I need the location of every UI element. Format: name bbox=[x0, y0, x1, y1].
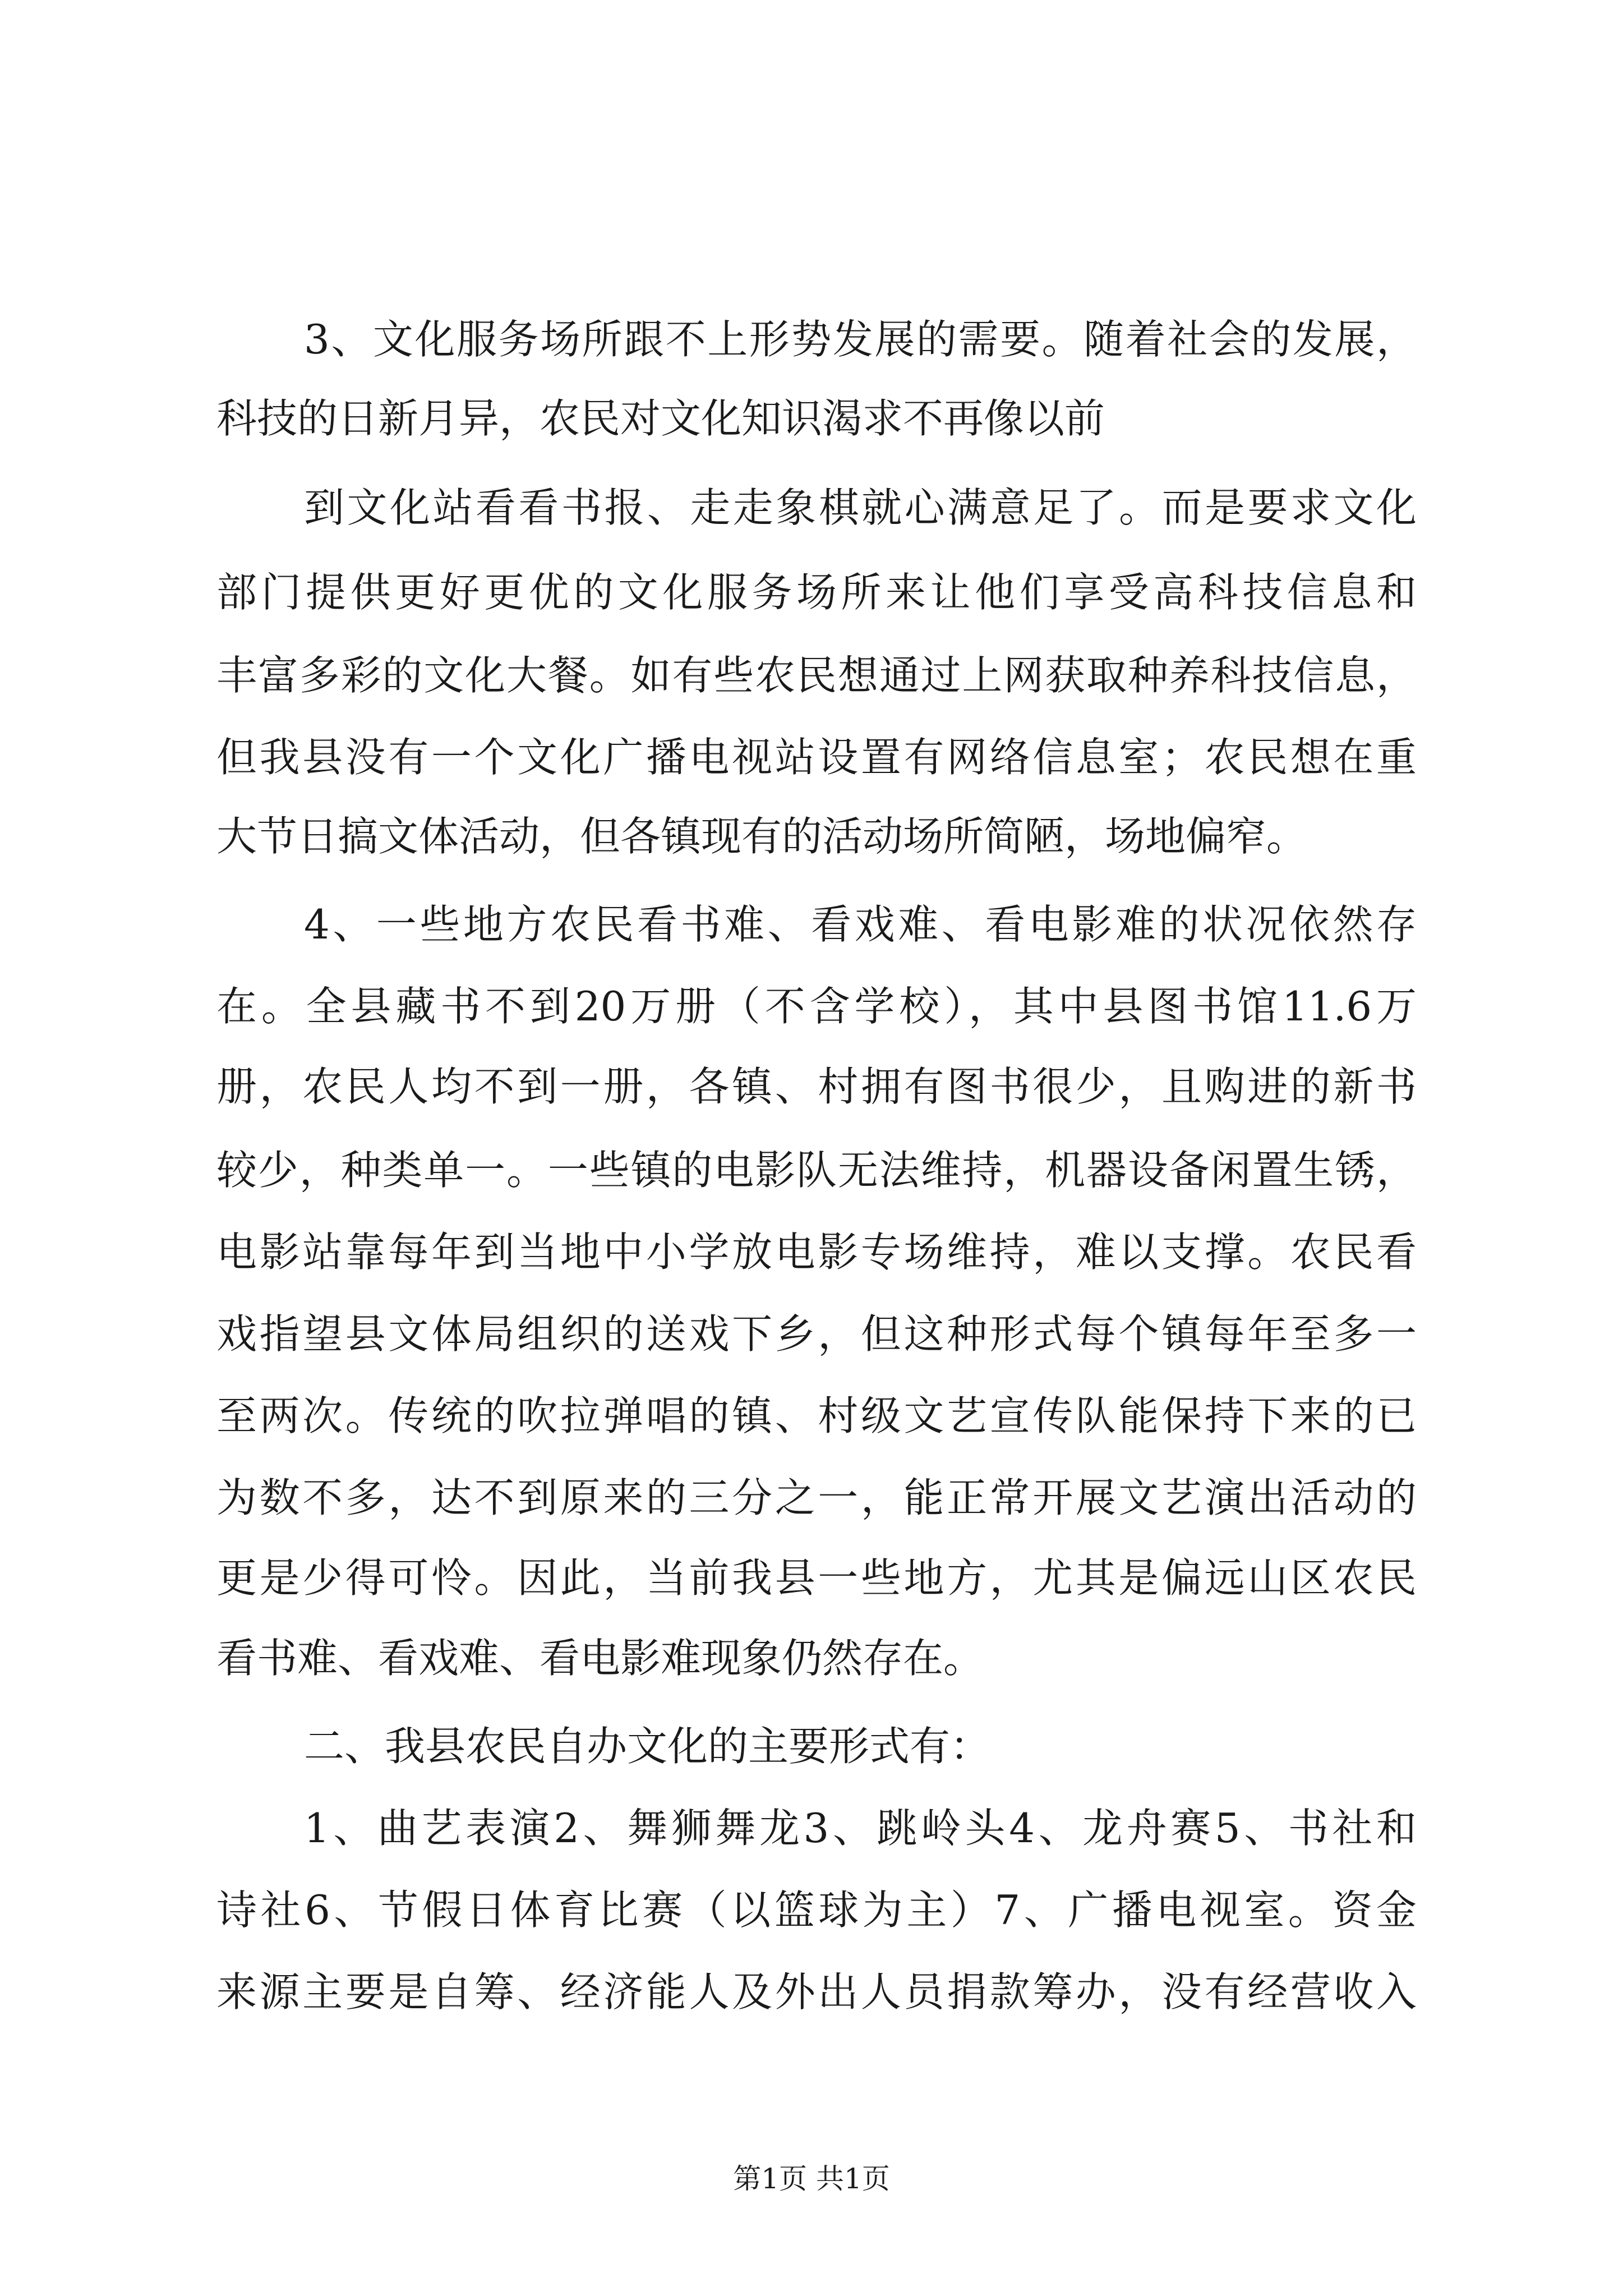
text-line: 丰富多彩的文化大餐。如有些农民想通过上网获取种养科技信息， bbox=[216, 652, 1417, 699]
text-line: 更是少得可怜。因此，当前我县一些地方，尤其是偏远山区农民 bbox=[216, 1554, 1417, 1602]
text-line: 来源主要是自筹、经济能人及外出人员捐款筹办，没有经营收入 bbox=[216, 1968, 1417, 2016]
text-line: 科技的日新月异，农民对文化知识渴求不再像以前 bbox=[216, 395, 1105, 442]
text-line: 为数不多，达不到原来的三分之一，能正常开展文艺演出活动的 bbox=[216, 1474, 1417, 1521]
text-line: 看书难、看戏难、看电影难现象仍然存在。 bbox=[216, 1635, 984, 1682]
section-heading: 二、我县农民自办文化的主要形式有： bbox=[304, 1723, 991, 1770]
text-line: 至两次。传统的吹拉弹唱的镇、村级文艺宣传队能保持下来的已 bbox=[216, 1392, 1417, 1439]
page-number-footer: 第1页 共1页 bbox=[733, 2162, 890, 2195]
text-line: 但我县没有一个文化广播电视站设置有网络信息室；农民想在重 bbox=[216, 734, 1417, 781]
text-line: 4、一些地方农民看书难、看戏难、看电影难的状况依然存 bbox=[304, 901, 1417, 948]
text-line: 到文化站看看书报、走走象棋就心满意足了。而是要求文化 bbox=[304, 484, 1417, 531]
text-line: 戏指望县文体局组织的送戏下乡，但这种形式每个镇每年至多一 bbox=[216, 1310, 1417, 1358]
text-line: 3、文化服务场所跟不上形势发展的需要。随着社会的发展， bbox=[304, 316, 1417, 363]
text-line: 在。全县藏书不到20万册（不含学校），其中县图书馆11.6万 bbox=[216, 983, 1417, 1030]
text-line: 较少，种类单一。一些镇的电影队无法维持，机器设备闲置生锈， bbox=[216, 1147, 1417, 1194]
text-line: 册，农民人均不到一册，各镇、村拥有图书很少，且购进的新书 bbox=[216, 1063, 1417, 1110]
text-line: 大节日搞文体活动，但各镇现有的活动场所简陋，场地偏窄。 bbox=[216, 813, 1307, 860]
text-line: 部门提供更好更优的文化服务场所来让他们享受高科技信息和 bbox=[216, 569, 1417, 616]
text-line: 电影站靠每年到当地中小学放电影专场维持，难以支撑。农民看 bbox=[216, 1228, 1417, 1276]
text-line: 1、曲艺表演2、舞狮舞龙3、跳岭头4、龙舟赛5、书社和 bbox=[304, 1805, 1417, 1852]
text-line: 诗社6、节假日体育比赛（以篮球为主）7、广播电视室。资金 bbox=[216, 1887, 1417, 1934]
